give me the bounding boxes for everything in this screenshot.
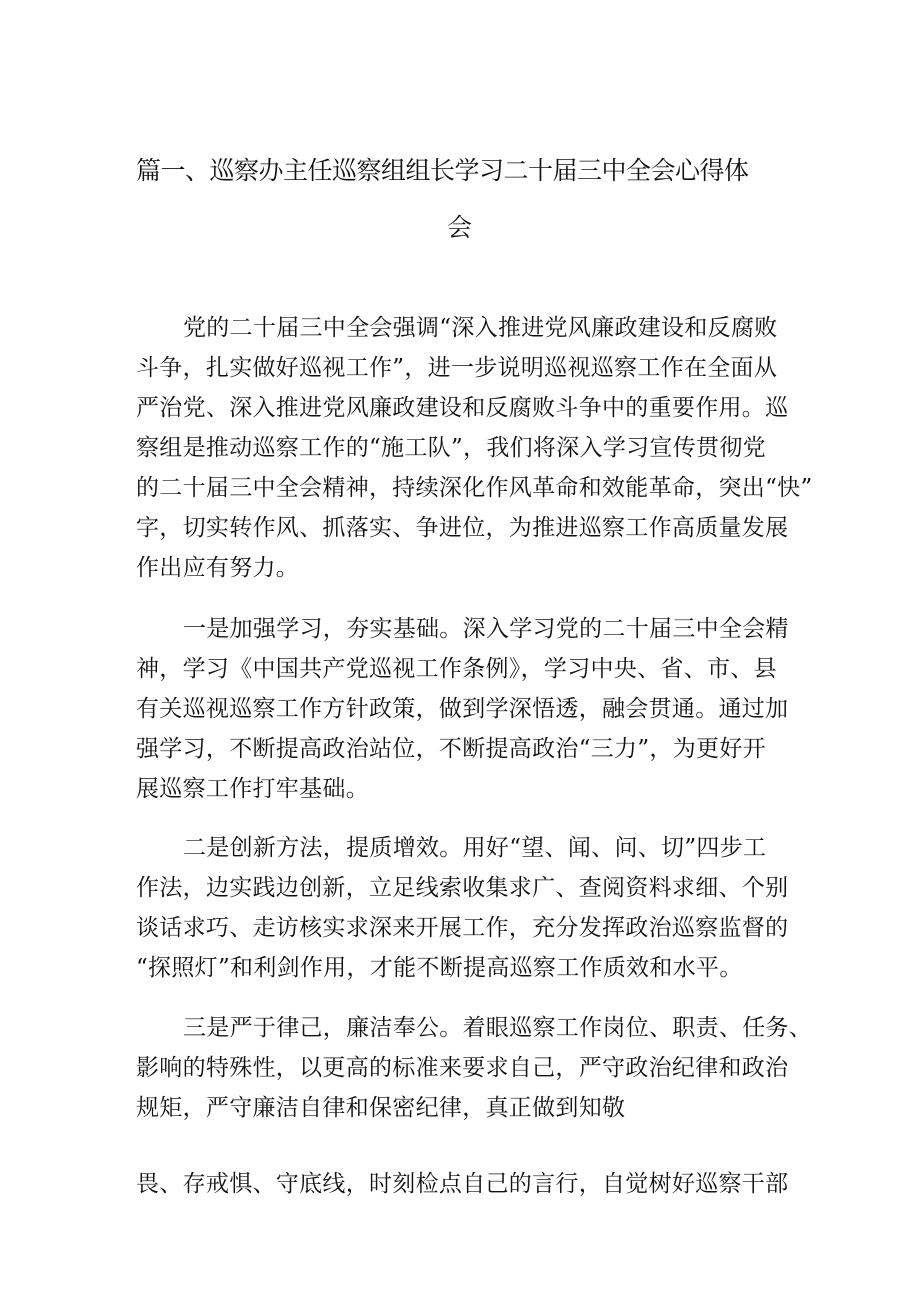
paragraph-line: 斗争，扎实做好巡视工作”，进一步说明巡视巡察工作在全面从 bbox=[136, 355, 778, 381]
paragraph-line: 强学习，不断提高政治站位，不断提高政治“三力”，为更好开 bbox=[136, 736, 766, 762]
paragraph-line: 展巡察工作打牢基础。 bbox=[136, 776, 369, 802]
paragraph-line: 有关巡视巡察工作方针政策，做到学深悟透，融会贯通。通过加 bbox=[136, 696, 789, 722]
paragraph-line: 字，切实转作风、抓落实、争进位，为推进巡察工作高质量发展 bbox=[136, 515, 789, 541]
document-title-line-1: 篇一、巡察办主任巡察组组长学习二十届三中全会心得体 bbox=[136, 156, 749, 185]
paragraph-line: 察组是推动巡察工作的“施工队”，我们将深入学习宣传贯彻党 bbox=[136, 435, 766, 461]
paragraph-line: 神，学习《中国共产党巡视工作条例》，学习中央、省、市、县 bbox=[136, 656, 777, 682]
paragraph-line: 影响的特殊性，以更高的标准来要求自己，严守政治纪律和政治 bbox=[136, 1055, 789, 1081]
paragraph-line: 作法，边实践边创新，立足线索收集求广、查阅资料求细、个别 bbox=[136, 875, 789, 901]
paragraph-line: 规矩，严守廉洁自律和保密纪律，真正做到知敬 bbox=[136, 1095, 626, 1121]
paragraph-line: 一是加强学习，夯实基础。深入学习党的二十届三中全会精 bbox=[183, 616, 789, 642]
paragraph-line: 谈话求巧、走访核实求深来开展工作，充分发挥政治巡察监督的 bbox=[136, 915, 789, 941]
paragraph-line: 严治党、深入推进党风廉政建设和反腐败斗争中的重要作用。巡 bbox=[136, 395, 789, 421]
paragraph-line: 作出应有努力。 bbox=[136, 555, 300, 581]
paragraph-line: 党的二十届三中全会强调“深入推进党风廉政建设和反腐败 bbox=[183, 315, 778, 341]
document-title-line-2: 会 bbox=[447, 213, 472, 242]
paragraph-line: 畏、存戒惧、守底线，时刻检点自己的言行，自觉树好巡察干部 bbox=[136, 1171, 789, 1197]
paragraph-line: 二是创新方法，提质增效。用好“望、闻、问、切”四步工 bbox=[183, 835, 767, 861]
paragraph-line: “探照灯”和利剑作用，才能不断提高巡察工作质效和水平。 bbox=[136, 955, 743, 981]
paragraph-line: 三是严于律己，廉洁奉公。着眼巡察工作岗位、职责、任务、 bbox=[183, 1015, 813, 1041]
paragraph-line: 的二十届三中全会精神，持续深化作风革命和效能革命，突出“快” bbox=[136, 475, 813, 501]
